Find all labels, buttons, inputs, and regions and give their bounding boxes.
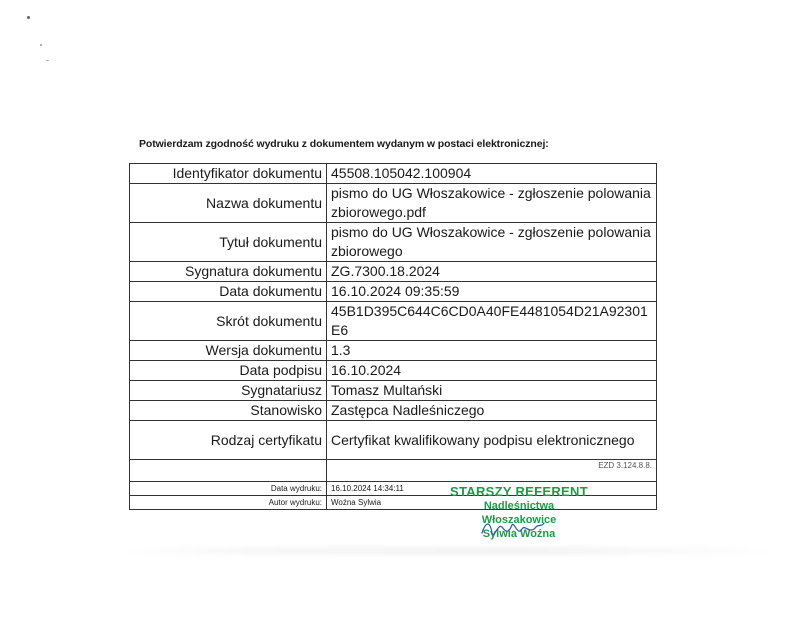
table-row: [130, 401, 657, 421]
stamp-title: STARSZY REFERENT: [450, 484, 588, 499]
document-date-value: 16.10.2024 09:35:59: [327, 282, 657, 302]
signatory-value: Tomasz Multański: [327, 381, 657, 401]
document-version-value: 1.3: [327, 341, 657, 361]
document-hash-label: Skrót dokumentu: [130, 302, 327, 341]
scan-speck: [46, 60, 49, 61]
print-author-label: Autor wydruku:: [130, 496, 327, 510]
print-author-value: Woźna Sylwia: [327, 496, 657, 510]
position-label: Stanowisko: [130, 401, 327, 421]
print-date-value: 16.10.2024 14:34:11: [327, 482, 657, 496]
stamp-office: Nadleśnictwa: [483, 500, 555, 512]
table-row: [130, 302, 657, 341]
scan-speck: [27, 16, 30, 19]
stamp-location: Włoszakowice: [481, 514, 557, 526]
scan-speck: [40, 44, 42, 46]
stamp-person: Sylwia Woźna: [482, 528, 556, 540]
table-row: [130, 381, 657, 401]
print-date-label: Data wydruku:: [130, 482, 327, 496]
table-row: [130, 223, 657, 262]
ezd-version: EZD 3.124.8.8.: [598, 461, 652, 470]
handwritten-signature: [478, 515, 548, 541]
document-version-label: Wersja dokumentu: [130, 341, 327, 361]
certificate-type-label: Rodzaj certyfikatu: [130, 421, 327, 460]
document-name-value: pismo do UG Włoszakowice - zgłoszenie polowania zbiorowego.pdf: [327, 184, 657, 223]
document-id-value: 45508.105042.100904: [327, 164, 657, 184]
version-cell: [327, 460, 657, 482]
signature-date-value: 16.10.2024: [327, 361, 657, 381]
table-row: [130, 421, 657, 460]
document-id-label: Identyfikator dokumentu: [130, 164, 327, 184]
scan-shadow: [120, 547, 780, 555]
document-title-value: pismo do UG Włoszakowice - zgłoszenie polowania zbiorowego: [327, 223, 657, 262]
certificate-type-value: Certyfikat kwalifikowany podpisu elektronicznego: [327, 421, 657, 460]
document-name-label: Nazwa dokumentu: [130, 184, 327, 223]
document-hash-value: 45B1D395C644C6CD0A40FE4481054D21A92301E6: [327, 302, 657, 341]
confirmation-heading: Potwierdzam zgodność wydruku z dokumentem wydanym w postaci elektronicznej:: [139, 138, 549, 150]
signatory-label: Sygnatariusz: [130, 381, 327, 401]
blank-cell: [130, 460, 327, 482]
table-row: [130, 184, 657, 223]
document-metadata-table: [129, 163, 657, 510]
table-row: [130, 361, 657, 381]
table-row: [130, 164, 657, 184]
table-row: [130, 262, 657, 282]
document-signature-value: ZG.7300.18.2024: [327, 262, 657, 282]
document-signature-label: Sygnatura dokumentu: [130, 262, 327, 282]
table-row: [130, 282, 657, 302]
document-date-label: Data dokumentu: [130, 282, 327, 302]
position-value: Zastępca Nadleśniczego: [327, 401, 657, 421]
signature-date-label: Data podpisu: [130, 361, 327, 381]
table-row: [130, 341, 657, 361]
table-row: [130, 460, 657, 482]
document-title-label: Tytuł dokumentu: [130, 223, 327, 262]
